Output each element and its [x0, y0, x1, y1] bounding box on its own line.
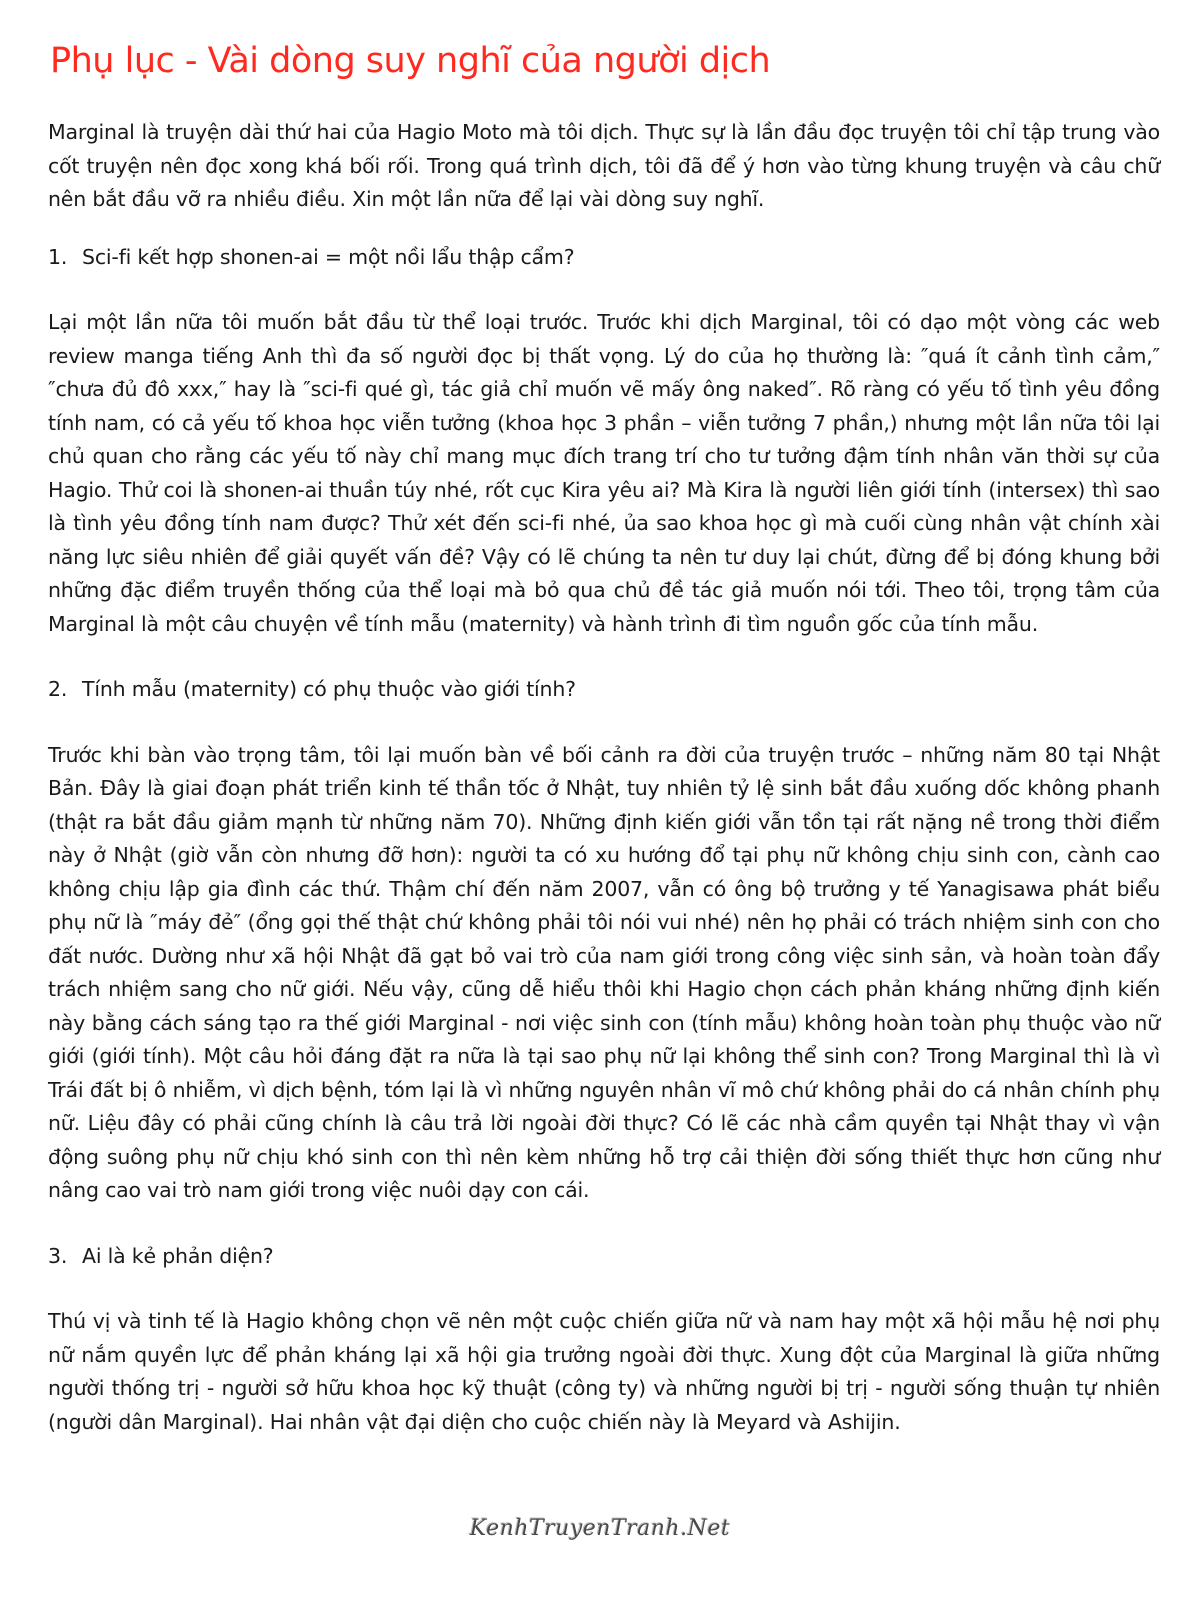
spacer [48, 1208, 1160, 1240]
section-heading-2 [48, 673, 1160, 707]
spacer [48, 217, 1160, 241]
section-heading-text: Sci-fi kết hợp shonen-ai = một nồi lẩu thập cẩm? [82, 244, 575, 269]
section-heading-text: Tính mẫu (maternity) có phụ thuộc vào giới tính? [82, 677, 576, 701]
section-heading-3 [48, 1240, 1160, 1274]
watermark-logo: KenhTruyenTranh.Net [469, 1516, 731, 1541]
intro-paragraph: Marginal là truyện dài thứ hai của Hagio Moto mà tôi dịch. Thực sự là lần đầu đọc truyện tôi chỉ tập trung vào cốt truyện nên đọc xong khá bối rối. Trong quá trình dịch, tôi đã để ý hơn vào từng khung truyện và câu chữ nên bắt đầu vỡ ra nhiều điều. Xin một lần nữa để lại vài dòng suy nghĩ. [48, 120, 1160, 211]
section-number: 3. [48, 1243, 68, 1268]
section-heading-text: Ai là kẻ phản diện? [82, 1243, 274, 1268]
spacer [48, 274, 1160, 306]
section-number: 2. [48, 677, 68, 701]
section-heading-1 [48, 241, 1160, 275]
section-body-1: Lại một lần nữa tôi muốn bắt đầu từ thể loại trước. Trước khi dịch Marginal, tôi có dạo một vòng các web review manga tiếng Anh thì đa số người đọc bị thất vọng. Lý do của họ thường là: ″quá ít cảnh tình cảm,″ ″chưa đủ đô xxx,″ hay là ″sci-fi qué gì, tác giả chỉ muốn vẽ mấy ông naked″. Rõ ràng có yếu tố tình yêu đồng tính nam, có cả yếu tố khoa học viễn tưởng (khoa học 3 phần – viễn tưởng 7 phần,) nhưng một lần nữa tôi lại chủ quan cho rằng các yếu tố này chỉ mang mục đích trang trí cho tư tưởng đậm tính nhân văn thời sự của Hagio. Thử coi là shonen-ai thuần túy nhé, rốt cục Kira yêu ai? Mà Kira là người liên giới tính (intersex) thì sao là tình yêu đồng tính nam được? Thử xét đến sci-fi nhé, ủa sao khoa học gì mà cuối cùng nhân vật chính xài năng lực siêu nhiên để giải quyết vấn đề? Vậy có lẽ chúng ta nên tư duy lại chút, đừng để bị đóng khung bởi những đặc điểm truyền thống của thể loại mà bỏ qua chủ đề tác giả muốn nói tới. Theo tôi, trọng tâm của Marginal là một câu chuyện về tính mẫu (maternity) và hành trình đi tìm nguồn gốc của tính mẫu. [48, 310, 1160, 636]
appendix-page [48, 40, 1160, 1439]
page-title: Phụ lục - Vài dòng suy nghĩ của người dịch [50, 41, 771, 81]
section-number: 1. [48, 244, 68, 269]
spacer [48, 1273, 1160, 1305]
spacer [48, 707, 1160, 739]
spacer [48, 641, 1160, 673]
section-body-2: Trước khi bàn vào trọng tâm, tôi lại muốn bàn về bối cảnh ra đời của truyện trước – những năm 80 tại Nhật Bản. Đây là giai đoạn phát triển kinh tế thần tốc ở Nhật, tuy nhiên tỷ lệ sinh bắt đầu xuống dốc không phanh (thật ra bắt đầu giảm mạnh từ những năm 70). Những định kiến giới vẫn tồn tại rất nặng nề trong thời điểm này ở Nhật (giờ vẫn còn nhưng đỡ hơn): người ta có xu hướng đổ tại phụ nữ không chịu sinh con, cành cao không chịu lập gia đình các thứ. Thậm chí đến năm 2007, vẫn có ông bộ trưởng y tế Yanagisawa phát biểu phụ nữ là ″máy đẻ″ (ổng gọi thế thật chứ không phải tôi nói vui nhé) nên họ phải có trách nhiệm sinh con cho đất nước. Dường như xã hội Nhật đã gạt bỏ vai trò của nam giới trong công việc sinh sản, và hoàn toàn đẩy trách nhiệm sang cho nữ giới. Nếu vậy, cũng dễ hiểu thôi khi Hagio chọn cách phản kháng những định kiến này bằng cách sáng tạo ra thế giới Marginal - nơi việc sinh con (tính mẫu) không hoàn toàn phụ thuộc vào nữ giới (giới tính). Một câu hỏi đáng đặt ra nữa là tại sao phụ nữ lại không thể sinh con? Trong Marginal thì là vì Trái đất bị ô nhiễm, vì dịch bệnh, tóm lại là vì những nguyên nhân vĩ mô chứ không phải do cá nhân chính phụ nữ. Liệu đây có phải cũng chính là câu trả lời ngoài đời thực? Có lẽ các nhà cầm quyền tại Nhật thay vì vận động suông phụ nữ chịu khó sinh con thì nên kèm những hỗ trợ cải thiện đời sống thiết thực hơn cũng như nâng cao vai trò nam giới trong việc nuôi dạy con cái. [48, 742, 1160, 1202]
section-body-3: Thú vị và tinh tế là Hagio không chọn vẽ nên một cuộc chiến giữa nữ và nam hay một xã hội mẫu hệ nơi phụ nữ nắm quyền lực để phản kháng lại xã hội gia trưởng ngoài đời thực. Xung đột của Marginal là giữa những người thống trị - người sở hữu khoa học kỹ thuật (công ty) và những người bị trị - người sống thuận tự nhiên (người dân Marginal). Hai nhân vật đại diện cho cuộc chiến này là Meyard và Ashijin. [48, 1309, 1160, 1434]
